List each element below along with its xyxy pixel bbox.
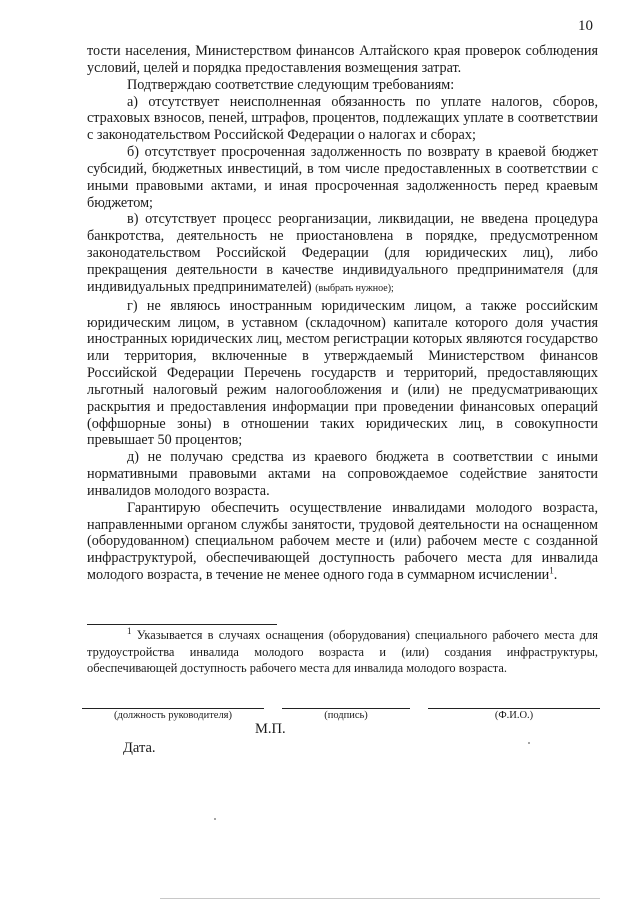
requirement-a: а) отсутствует неисполненная обязанность по уплате налогов, сборов, страховых взносов, пеней, штрафов, процентов, подлежащих уплате в соответствии с законодательством Российской Федерации о налогах и сборах; [87,93,598,144]
scan-edge [160,898,600,899]
position-label: (должность руководителя) [113,710,233,721]
footnote-reference: 1 [549,565,554,576]
stamp-placeholder: М.П. [255,721,286,737]
guarantee-text: Гарантирую обеспечить осуществление инвалидами молодого возраста, направленными органом службы занятости, трудовой деятельности на оснащенном (оборудованном) специальном рабочем месте и (или) рабочем месте с созданной инфраструктурой, обеспечивающей доступность рабочего места для инвалида молодого возраста, в течение не менее одного года в суммарном исчислении [87,499,598,584]
signature-label: (подпись) [324,710,368,721]
guarantee-paragraph [87,500,598,584]
paragraph-continuation: тости населения, Министерством финансов Алтайского края проверок соблюдения условий, целей и порядка предоставления возмещения затрат. [87,43,598,76]
footnote-separator [87,624,277,625]
requirement-d: д) не получаю средства из краевого бюджета в соответствии с иными нормативными правовыми актами на сопровождаемое содействие занятости инвалидов молодого возраста. [87,449,598,499]
footnote [87,627,598,677]
requirement-b: б) отсутствует просроченная задолженность по возврату в краевой бюджет субсидий, бюджетных инвестиций, в том числе предоставленных в соответствии с иными правовыми актами, и иная просроченная задолженность перед краевым бюджетом; [87,144,598,211]
choose-note: (выбрать нужное); [315,282,394,294]
signature-line [282,708,410,709]
footnote-text: Указывается в случаях оснащения (оборудования) специального рабочего места для трудоустройства инвалида молодого возраста и (или) создания инфраструктуры, обеспечивающей доступность рабочего места для инвалида молодого возраста. [87,628,598,675]
footnote-mark: 1 [127,625,132,636]
page-number: 10 [578,18,593,34]
requirement-v-text: в) отсутствует процесс реорганизации, ликвидации, не введена процедура банкротства, деятельность не приостановлена в порядке, предусмотренном законодательством Российской Федерации (для юридических лиц), либо прекращения деятельности в качестве индивидуального предпринимателя (для индивидуальных предпринимателей) [87,211,598,295]
guarantee-period: . [553,567,558,584]
name-line [428,708,600,709]
name-label: (Ф.И.О.) [494,710,534,721]
scan-speck [528,742,530,744]
scan-speck [214,818,216,820]
position-line [82,708,264,709]
requirement-v [87,211,598,297]
body-text [87,43,598,584]
paragraph-confirmation: Подтверждаю соответствие следующим требованиям: [127,76,455,93]
date-label: Дата. [123,740,156,756]
requirement-g: г) не являюсь иностранным юридическим лицом, а также российским юридическим лицом, в уставном (складочном) капитале которого доля участия иностранных юридических лиц, местом регистрации которых являются государство или территория, включенные в утверждаемый Министерством финансов Российской Федерации Перечень государств и территорий, предоставляющих льготный налоговый режим налогообложения и (или) не предусматривающих раскрытия и предоставления информации при проведении финансовых операций (оффшорные зоны) в отношении таких юридических лиц, в совокупности превышает 50 процентов; [87,297,598,449]
